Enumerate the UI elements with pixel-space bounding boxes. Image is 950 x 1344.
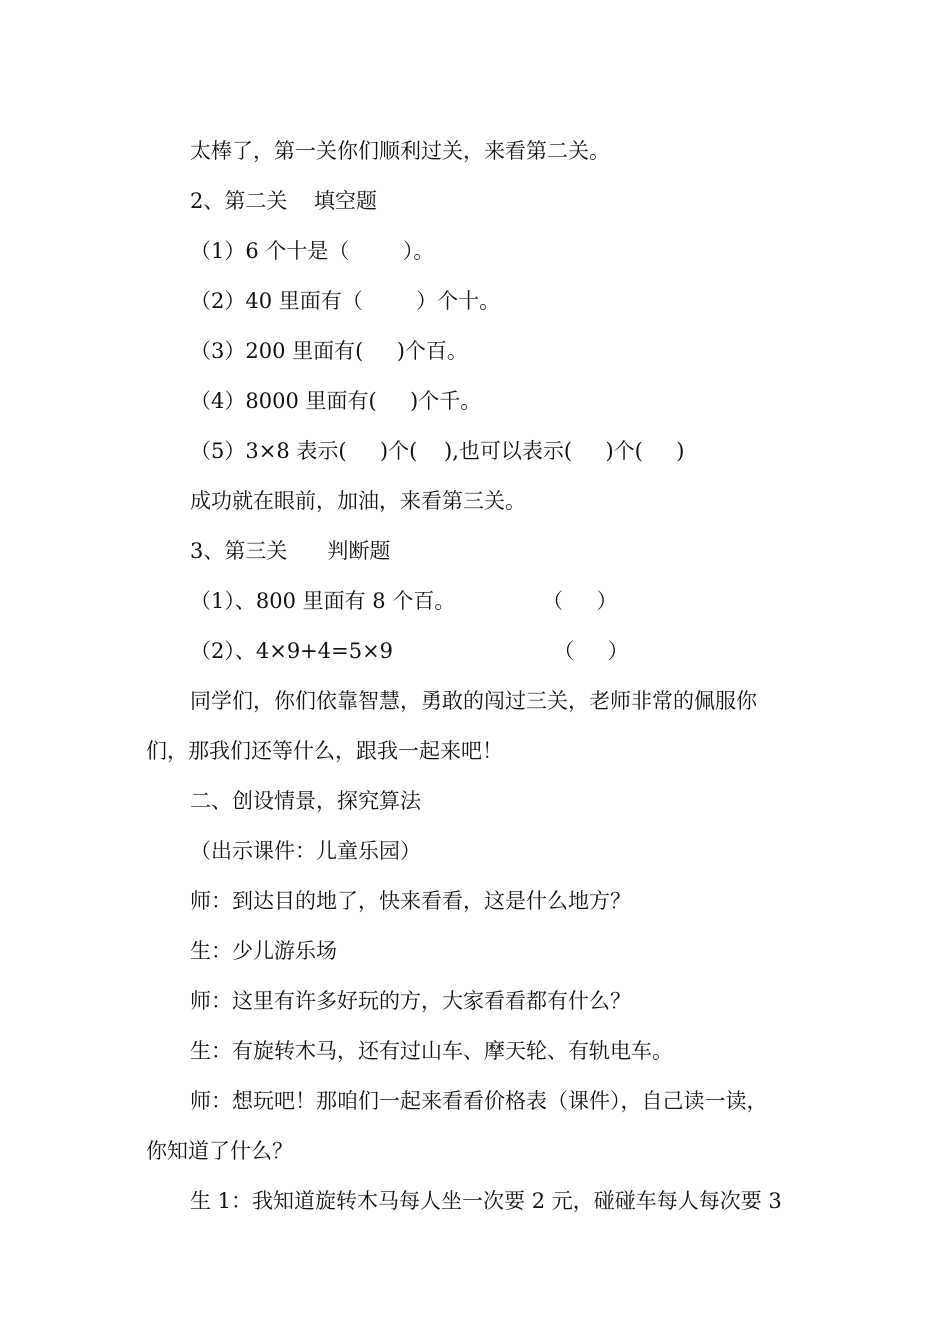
text-line: （出示课件：儿童乐园） bbox=[190, 839, 421, 863]
text-line: 成功就在眼前，加油，来看第三关。 bbox=[190, 489, 526, 513]
text-line: 们，那我们还等什么，跟我一起来吧！ bbox=[146, 739, 503, 763]
text-line: 太棒了，第一关你们顺利过关，来看第二关。 bbox=[190, 139, 610, 163]
dialogue-line: 师：想玩吧！那咱们一起来看看价格表（课件），自己读一读， bbox=[190, 1089, 768, 1113]
section-heading: 二、创设情景，探究算法 bbox=[190, 789, 421, 813]
dialogue-line: 师：到达目的地了，快来看看，这是什么地方？ bbox=[190, 889, 631, 913]
dialogue-line: 生：有旋转木马，还有过山车、摩天轮、有轨电车。 bbox=[190, 1039, 673, 1063]
section-heading: 2、第二关 填空题 bbox=[190, 189, 378, 213]
question-line: （3）200 里面有( )个百。 bbox=[190, 339, 468, 363]
question-line: （1）6 个十是（ ）。 bbox=[190, 239, 435, 263]
question-line: （2）40 里面有（ ）个十。 bbox=[190, 289, 501, 313]
question-line: （4）8000 里面有( )个千。 bbox=[190, 389, 482, 413]
question-line: （2）、4×9+4=5×9 （ ） bbox=[190, 639, 629, 663]
section-heading: 3、第三关 判断题 bbox=[190, 539, 391, 563]
dialogue-line: 生 1：我知道旋转木马每人坐一次要 2 元，碰碰车每人每次要 3 bbox=[190, 1189, 782, 1213]
question-line: （5）3×8 表示( )个( ),也可以表示( )个( ) bbox=[190, 439, 685, 463]
dialogue-line: 生：少儿游乐场 bbox=[190, 939, 337, 963]
dialogue-line: 师：这里有许多好玩的方，大家看看都有什么？ bbox=[190, 989, 631, 1013]
text-line: 同学们，你们依靠智慧，勇敢的闯过三关，老师非常的佩服你 bbox=[190, 689, 757, 713]
question-line: （1）、800 里面有 8 个百。 （ ） bbox=[190, 589, 618, 613]
dialogue-line: 你知道了什么？ bbox=[146, 1139, 293, 1163]
